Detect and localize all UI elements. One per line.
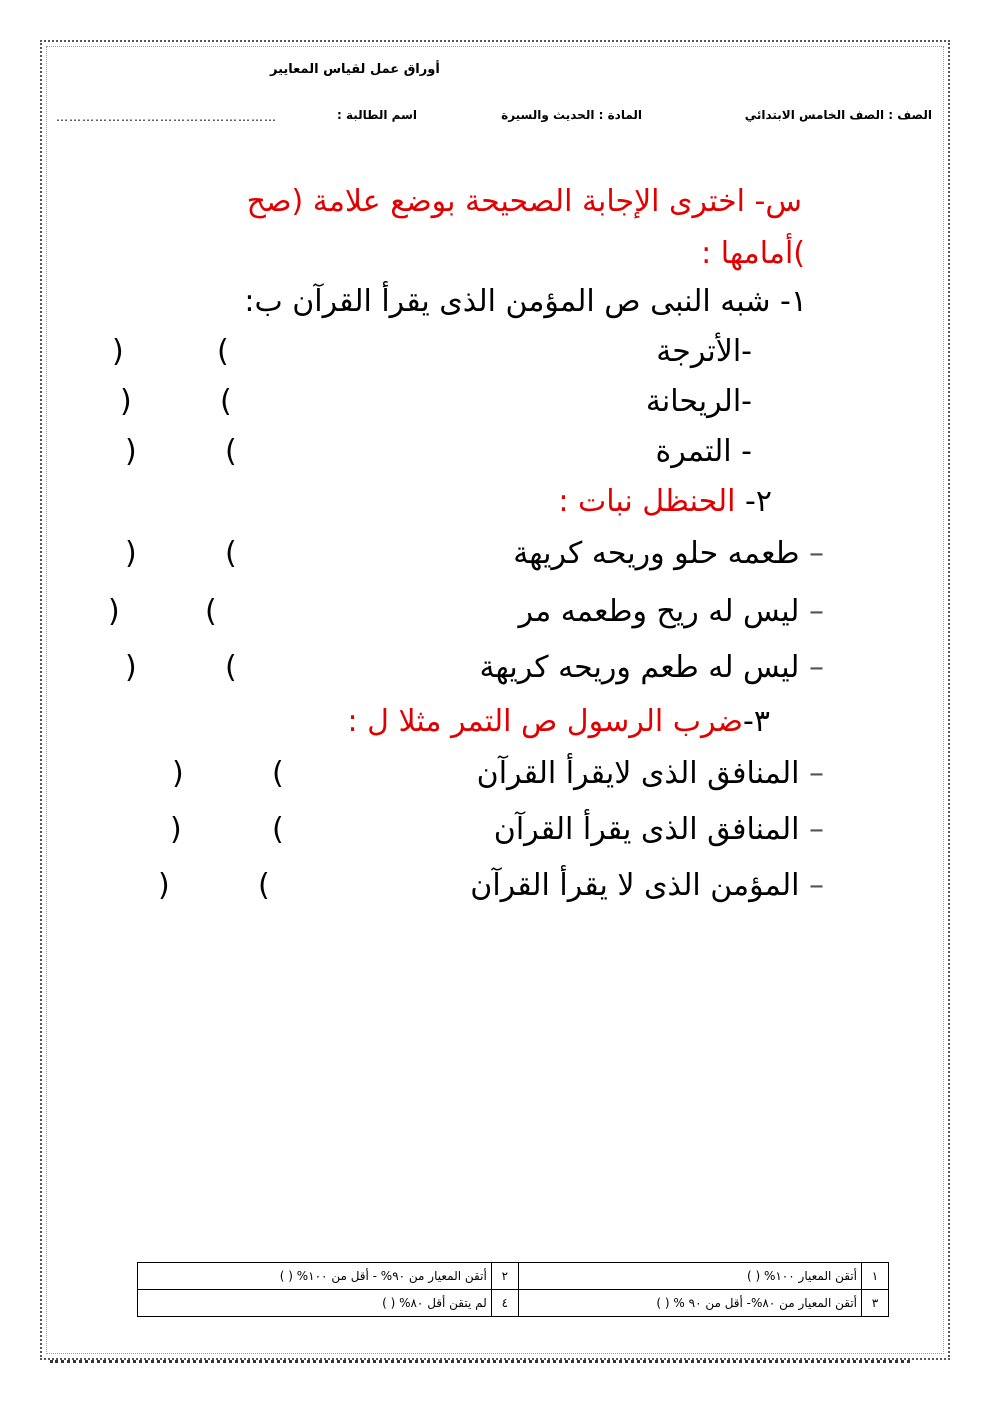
answer-box-2-2-open[interactable]: ( (205, 594, 217, 629)
option-dash: – (809, 812, 824, 847)
item-3-option-1 (477, 756, 824, 791)
answer-box-1-1-open[interactable]: ( (217, 334, 229, 369)
item-2-option-3-text: ليس له طعم وريحه كريهة (479, 650, 800, 685)
answer-box-3-2-close[interactable]: ) (170, 812, 182, 847)
answer-box-1-3-open[interactable]: ( (225, 434, 237, 469)
item-2-text: الحنظل نبات : (558, 484, 736, 519)
item-2-option-2-text: ليس له ريح وطعمه مر (518, 594, 800, 629)
answer-box-2-3-open[interactable]: ( (225, 650, 237, 685)
item-2-option-1-text: طعمه حلو وريحه كريهة (513, 536, 800, 571)
answer-box-2-1-open[interactable]: ( (225, 536, 237, 571)
item-1-option-2: -الريحانة (645, 384, 752, 419)
item-3-option-3 (470, 868, 824, 903)
footer-divider (50, 1360, 910, 1363)
worksheet-title: أوراق عمل لقياس المعايير (270, 62, 440, 77)
item-3-text: ضرب الرسول ص التمر مثلا ل : (347, 704, 744, 739)
item-3-option-2 (494, 812, 824, 847)
grading-table (137, 1262, 889, 1317)
answer-box-1-2-open[interactable]: ( (220, 384, 232, 419)
grade-level-number: ١ (862, 1263, 889, 1290)
grade-level-text: أتقن المعيار من ٩٠% - أقل من ١٠٠% ( ) (138, 1263, 492, 1290)
option-dash: – (809, 594, 824, 629)
grade-level-text: لم يتقن أقل ٨٠% ( ) (138, 1290, 492, 1317)
grade-label: الصف : الصف الخامس الابتدائي (744, 108, 932, 122)
answer-box-3-3-close[interactable]: ) (158, 868, 170, 903)
item-3-heading (347, 704, 770, 739)
answer-box-2-2-close[interactable]: ) (108, 594, 120, 629)
question-title-line2: )أمامها : (701, 236, 805, 271)
item-3-option-2-text: المنافق الذى يقرأ القرآن (493, 812, 800, 847)
item-3-option-3-text: المؤمن الذى لا يقرأ القرآن (470, 868, 800, 903)
option-dash: – (809, 756, 824, 791)
answer-box-3-1-close[interactable]: ) (172, 756, 184, 791)
grade-level-text: أتقن المعيار من ٨٠%- أقل من ٩٠ % ( ) (518, 1290, 861, 1317)
item-2-heading (558, 484, 772, 519)
grade-level-number: ٢ (491, 1263, 518, 1290)
question-title-line1: س- اخترى الإجابة الصحيحة بوضع علامة (صح (246, 184, 802, 219)
student-name-label: اسم الطالبة : (337, 108, 417, 122)
grade-level-text: أتقن المعيار ١٠٠% ( ) (518, 1263, 861, 1290)
item-1-option-1: -الأترجة (656, 334, 752, 369)
table-row (138, 1263, 889, 1290)
item-3-number: ٣- (743, 704, 770, 739)
item-2-option-3 (479, 650, 824, 685)
answer-box-3-2-open[interactable]: ( (272, 812, 284, 847)
item-2-option-1 (513, 536, 824, 571)
item-3-option-1-text: المنافق الذى لايقرأ القرآن (476, 756, 800, 791)
grade-level-number: ٤ (491, 1290, 518, 1317)
answer-box-1-3-close[interactable]: ) (125, 434, 137, 469)
item-2-option-2 (519, 594, 824, 629)
answer-box-3-3-open[interactable]: ( (258, 868, 270, 903)
answer-box-1-1-close[interactable]: ) (112, 334, 124, 369)
item-2-number: ٢- (745, 484, 772, 519)
answer-box-2-1-close[interactable]: ) (125, 536, 137, 571)
item-1-option-3: - التمرة (655, 434, 752, 469)
grade-level-number: ٣ (862, 1290, 889, 1317)
subject-label: المادة : الحديث والسيرة (501, 108, 642, 122)
answer-box-1-2-close[interactable]: ) (120, 384, 132, 419)
answer-box-2-3-close[interactable]: ) (125, 650, 137, 685)
item-1-number: ١- (780, 284, 807, 319)
item-1-text: شبه النبى ص المؤمن الذى يقرأ القرآن ب: (244, 284, 771, 319)
option-dash: – (809, 650, 824, 685)
option-dash: – (809, 868, 824, 903)
option-dash: – (809, 536, 824, 571)
answer-box-3-1-open[interactable]: ( (272, 756, 284, 791)
page-inner-border (46, 46, 944, 1354)
item-1-heading (244, 284, 807, 319)
student-name-field[interactable]: …………………………………………… (56, 110, 277, 124)
table-row (138, 1290, 889, 1317)
